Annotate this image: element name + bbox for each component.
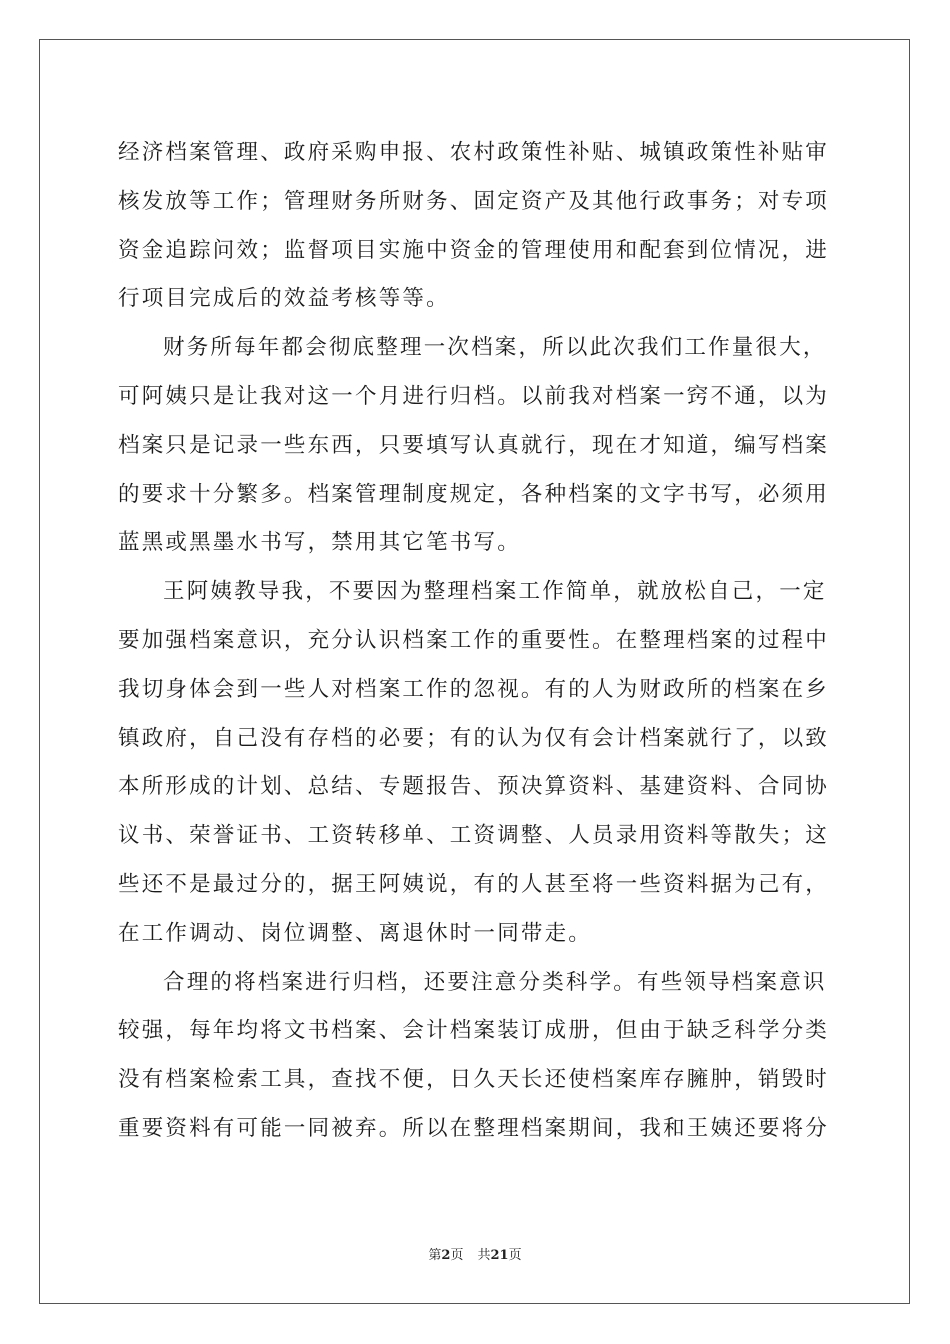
total-suffix: 页 (508, 1248, 522, 1263)
text-line: 本所形成的计划、总结、专题报告、预决算资料、基建资料、合同协 (118, 774, 830, 800)
text-line: 我切身体会到一些人对档案工作的忽视。有的人为财政所的档案在乡 (118, 676, 830, 702)
text-line: 经济档案管理、政府采购申报、农村政策性补贴、城镇政策性补贴审 (118, 140, 830, 165)
total-pages: 21 (490, 1248, 509, 1263)
text-line: 合理的将档案进行归档，还要注意分类科学。有些领导档案意识 (163, 969, 827, 995)
total-prefix: 共 (477, 1248, 491, 1263)
page-footer (0, 1244, 950, 1263)
text-line: 王阿姨教导我，不要因为整理档案工作简单，就放松自己，一定 (163, 579, 827, 605)
text-line: 财务所每年都会彻底整理一次档案，所以此次我们工作量很大， (163, 335, 827, 361)
text-line: 些还不是最过分的，据王阿姨说，有的人甚至将一些资料据为己有， (118, 871, 830, 897)
page-suffix: 页 (450, 1248, 464, 1263)
text-line: 档案只是记录一些东西，只要填写认真就行，现在才知道，编写档案 (118, 432, 830, 458)
text-line: 的要求十分繁多。档案管理制度规定，各种档案的文字书写，必须用 (118, 481, 830, 507)
text-line: 行项目完成后的效益考核等等。 (118, 286, 450, 312)
page-number: 2 (441, 1248, 451, 1263)
text-line: 没有档案检索工具，查找不便，日久天长还使档案库存臃肿，销毁时 (118, 1067, 830, 1093)
text-line: 核发放等工作；管理财务所财务、固定资产及其他行政事务；对专项 (118, 188, 830, 214)
text-line: 重要资料有可能一同被弃。所以在整理档案期间，我和王姨还要将分 (118, 1115, 830, 1141)
page-prefix: 第 (428, 1248, 442, 1263)
text-line: 资金追踪问效；监督项目实施中资金的管理使用和配套到位情况，进 (118, 237, 830, 263)
text-line: 较强，每年均将文书档案、会计档案装订成册，但由于缺乏科学分类 (118, 1018, 830, 1044)
text-line: 镇政府，自己没有存档的必要；有的认为仅有会计档案就行了，以致 (118, 725, 830, 751)
text-line: 蓝黑或黑墨水书写，禁用其它笔书写。 (118, 530, 521, 556)
body-text (118, 129, 829, 1154)
text-line: 要加强档案意识，充分认识档案工作的重要性。在整理档案的过程中 (118, 627, 830, 653)
text-line: 可阿姨只是让我对这一个月进行归档。以前我对档案一窍不通，以为 (118, 383, 830, 409)
text-line: 在工作调动、岗位调整、离退休时一同带走。 (118, 920, 593, 946)
text-line: 议书、荣誉证书、工资转移单、工资调整、人员录用资料等散失；这 (118, 823, 830, 849)
